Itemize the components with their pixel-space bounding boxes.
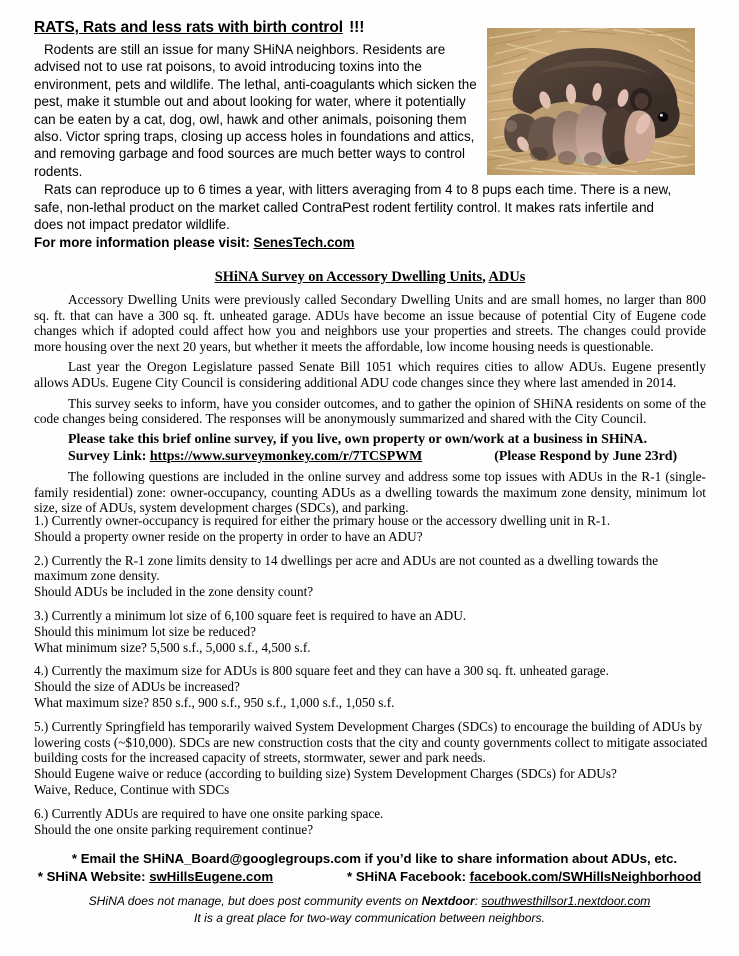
survey-paragraph-1: Accessory Dwelling Units were previously called Secondary Dwelling Units and are small homes, no larger than 800 sq. ft. that can have a 300 sq. ft. unheated garage. ADUs have become an issue because of potential City of Eugene code changes which if adopted could affect how you and neighbors use your properties and streets. The changes could provide more housing over the next 20 years, but whether it meets the affordable, low income housing needs is questionable. bbox=[34, 292, 706, 354]
rats-paragraph-1: Rodents are still an issue for many SHiNA neighbors. Residents are advised not to use rat poisons, to avoid introducing toxins into the environment, pets and wildlife. The lethal, anti-coagulants which sicken the pest, make it stumble out and about looking for water, where it potentially can be eaten by a cat, dog, owl, hawk and other animals, poisoning them also. Victor spring traps, closing up access holes in foundations and attics, and removing garbage and food sources are much better ways to control rodents. bbox=[34, 42, 477, 179]
survey-heading-part1: SHiNA Survey on Accessory Dwelling Units bbox=[214, 269, 483, 285]
footer-links-line bbox=[0, 867, 739, 886]
rat-nest-photo bbox=[487, 28, 695, 175]
question-item bbox=[34, 719, 710, 798]
document-footer bbox=[0, 850, 739, 926]
rats-more-info-line bbox=[34, 234, 706, 251]
footer-nextdoor-line2: It is a great place for two-way communication between neighbors. bbox=[194, 910, 545, 925]
question-line: 3.) Currently a minimum lot size of 6,100 square feet is required to have an ADU. bbox=[34, 607, 467, 623]
survey-link-line bbox=[34, 449, 706, 465]
question-item bbox=[34, 553, 710, 600]
question-item bbox=[34, 806, 710, 838]
nextdoor-link[interactable]: southwesthillsor1.nextdoor.com bbox=[481, 894, 651, 908]
survey-paragraph-3: This survey seeks to inform, have you consider outcomes, and to gather the opinion of SHiNA residents on some of the code changes being considered. The responses will be anonymously summarized and shared with the City Council. bbox=[34, 395, 706, 427]
question-line: Should a property owner reside on the property in order to have an ADU? bbox=[34, 528, 423, 544]
survey-heading-comma: , bbox=[482, 269, 489, 285]
survey-respond-by: (Please Respond by June 23rd) bbox=[494, 449, 678, 465]
survey-heading bbox=[34, 268, 706, 286]
question-line: 2.) Currently the R-1 zone limits density to 14 dwellings per acre and ADUs are not counted as a dwelling towards the maximum zone density. bbox=[34, 552, 659, 584]
question-line: Should the size of ADUs be increased? bbox=[34, 679, 240, 695]
footer-nextdoor-line1 bbox=[0, 893, 739, 910]
question-item bbox=[34, 513, 710, 545]
shina-website-link[interactable]: swHillsEugene.com bbox=[149, 869, 274, 884]
survey-paragraph-2: Last year the Oregon Legislature passed Senate Bill 1051 which requires cities to allow ADUs. Eugene presently allows ADUs. Eugene City Council is considering additional ADU code changes since they where last amended in 2014. bbox=[34, 359, 706, 390]
surveymonkey-link[interactable]: https://www.surveymonkey.com/r/7TCSPWM bbox=[149, 449, 423, 465]
question-line: Waive, Reduce, Continue with SDCs bbox=[34, 781, 230, 797]
question-line: 6.) Currently ADUs are required to have one onsite parking space. bbox=[34, 805, 384, 821]
footer-note-colon: : bbox=[474, 894, 482, 908]
footer-nextdoor-note bbox=[0, 893, 739, 926]
question-item bbox=[34, 608, 710, 655]
rats-title-exclamation: !!! bbox=[344, 19, 365, 36]
footer-facebook-label: * SHiNA Facebook: bbox=[347, 869, 470, 884]
question-line: 5.) Currently Springfield has temporarily waived System Development Charges (SDCs) to encourage the building of ADUs by lowering costs (~$10,000). SDCs are new construction costs that the city and county governments collect to mitigate associated building costs for the increased capacity of streets, stormwater, sewer and park needs. bbox=[34, 718, 708, 766]
question-line: Should Eugene waive or reduce (according to building size) System Development Charges (SDCs) for ADUs? bbox=[34, 766, 617, 782]
survey-paragraph-4: The following questions are included in the online survey and address some top issues with ADUs in the R-1 (single-family residential) zone: owner-occupancy, counting ADUs as a dwelling towards the maximum zone density, minimum lot size, size of ADUs, system development charges (SDCs), and parking. bbox=[34, 468, 706, 516]
rats-more-info-label: For more information please visit: bbox=[34, 235, 254, 251]
survey-section bbox=[34, 268, 706, 521]
shina-facebook-link[interactable]: facebook.com/SWHillsNeighborhood bbox=[469, 869, 702, 884]
survey-link-label: Survey Link: bbox=[68, 449, 150, 465]
rats-title-underlined-text: RATS, Rats and less rats with birth control bbox=[34, 19, 343, 36]
question-item bbox=[34, 663, 710, 710]
footer-note-prefix: SHiNA does not manage, but does post community events on bbox=[88, 894, 422, 908]
survey-call-to-action: Please take this brief online survey, if you live, own property or own/work at a business in SHiNA. bbox=[68, 431, 648, 447]
question-line: Should this minimum lot size be reduced? bbox=[34, 623, 256, 639]
rats-article-body bbox=[34, 41, 672, 233]
question-line: Should ADUs be included in the zone density count? bbox=[34, 584, 314, 600]
footer-email-line: * Email the SHiNA_Board@googlegroups.com if you’d like to share information about ADUs, etc. bbox=[71, 851, 678, 866]
question-line: What minimum size? 5,500 s.f., 5,000 s.f., 4,500 s.f. bbox=[34, 639, 311, 655]
survey-questions-list bbox=[34, 513, 710, 845]
senestech-link[interactable]: SenesTech.com bbox=[253, 235, 355, 251]
footer-website-label: * SHiNA Website: bbox=[37, 869, 150, 884]
question-line: 4.) Currently the maximum size for ADUs is 800 square feet and they can have a 300 sq. ft. unheated garage. bbox=[34, 663, 609, 679]
question-line: Should the one onsite parking requirement continue? bbox=[34, 821, 314, 837]
survey-heading-part2: ADUs bbox=[488, 269, 526, 285]
question-line: 1.) Currently owner-occupancy is required for either the primary house or the accessory dwelling unit in R-1. bbox=[34, 513, 611, 528]
question-line: What maximum size? 850 s.f., 900 s.f., 950 s.f., 1,000 s.f., 1,050 s.f. bbox=[34, 694, 395, 710]
rats-paragraph-2: Rats can reproduce up to 6 times a year, with litters averaging from 4 to 8 pups each time. There is a new, safe, non-lethal product on the market called ContraPest rodent fertility control. It makes rats infertile and does not impact predator wildlife. bbox=[34, 182, 672, 233]
nextdoor-brand: Nextdoor bbox=[421, 894, 475, 908]
